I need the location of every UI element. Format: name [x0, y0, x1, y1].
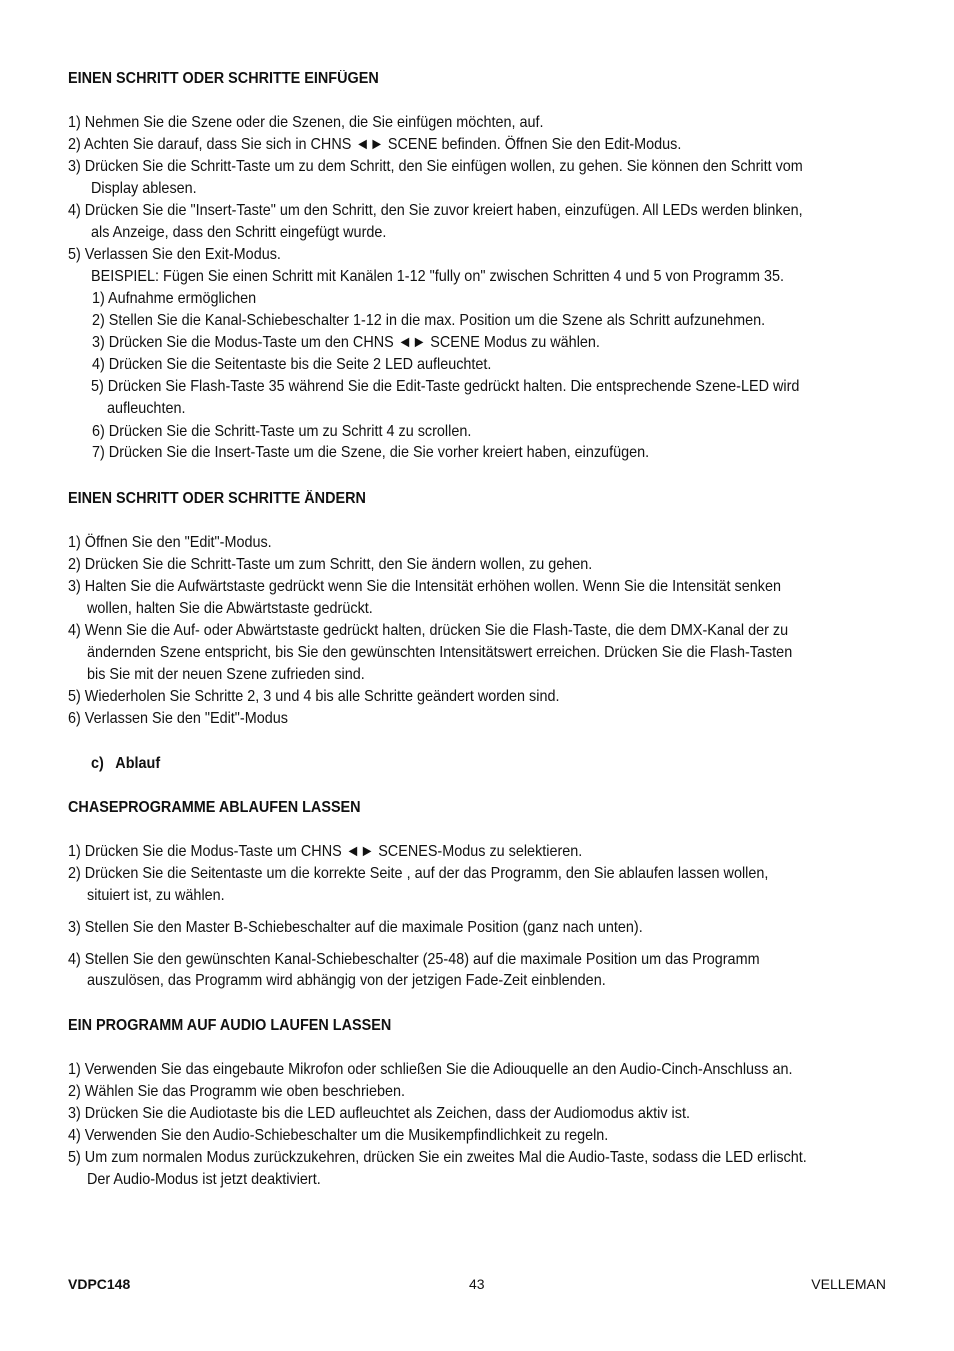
change-step-4: 4) Wenn Sie die Auf- oder Abwärtstaste gedrückt halten, drücken Sie die Flash-Taste, die dem DMX-Kanal der zu: [68, 622, 789, 639]
example-step-5: 5) Drücken Sie Flash-Taste 35 während Sie die Edit-Taste gedrückt halten. Die entsprechende Szene-LED wird: [91, 378, 800, 395]
insert-step-3: 3) Drücken Sie die Schritt-Taste um zu dem Schritt, den Sie einfügen wollen, zu gehen. Sie können den Schritt vom: [68, 158, 803, 175]
insert-step-1: 1) Nehmen Sie die Szene oder die Szenen, die Sie einfügen möchten, auf.: [68, 114, 544, 131]
heading-change-steps: EINEN SCHRITT ODER SCHRITTE ÄNDERN: [68, 490, 366, 507]
heading-chase-programs: CHASEPROGRAMME ABLAUFEN LASSEN: [68, 799, 361, 816]
audio-step-5: 5) Um zum normalen Modus zurückzukehren, drücken Sie ein zweites Mal die Audio-Taste, sodass die LED erlischt.: [68, 1149, 807, 1166]
footer-page-number: 43: [469, 1276, 485, 1292]
change-step-6: 6) Verlassen Sie den "Edit"-Modus: [68, 710, 288, 727]
audio-step-3: 3) Drücken Sie die Audiotaste bis die LED aufleuchtet als Zeichen, dass der Audiomodus aktiv ist.: [68, 1105, 690, 1122]
change-step-5: 5) Wiederholen Sie Schritte 2, 3 und 4 bis alle Schritte geändert worden sind.: [68, 688, 560, 705]
change-step-3: 3) Halten Sie die Aufwärtstaste gedrückt wenn Sie die Intensität erhöhen wollen. Wenn Sie die Intensität senken: [68, 578, 781, 595]
audio-step-2: 2) Wählen Sie das Programm wie oben beschrieben.: [68, 1083, 405, 1100]
example-step-3: 3) Drücken Sie die Modus-Taste um den CHNS ◄► SCENE Modus zu wählen.: [92, 334, 600, 351]
chase-step-4: 4) Stellen Sie den gewünschten Kanal-Schiebeschalter (25-48) auf die maximale Position um das Programm: [68, 951, 760, 968]
example-step-1: 1) Aufnahme ermöglichen: [92, 290, 257, 307]
chase-step-2-cont: situiert ist, zu wählen.: [87, 887, 225, 904]
example-step-7: 7) Drücken Sie die Insert-Taste um die Szene, die Sie vorher kreiert haben, einzufügen.: [92, 444, 650, 461]
change-step-3-cont: wollen, halten Sie die Abwärtstaste gedrückt.: [87, 600, 373, 617]
insert-step-4-cont: als Anzeige, dass den Schritt eingefügt wurde.: [91, 224, 387, 241]
chase-step-2: 2) Drücken Sie die Seitentaste um die korrekte Seite , auf der das Programm, den Sie ablaufen lassen wollen,: [68, 865, 769, 882]
footer-model: VDPC148: [68, 1276, 131, 1292]
example-step-5-cont: aufleuchten.: [107, 400, 186, 417]
example-step-6: 6) Drücken Sie die Schritt-Taste um zu Schritt 4 zu scrollen.: [92, 423, 472, 440]
audio-step-5-cont: Der Audio-Modus ist jetzt deaktiviert.: [87, 1171, 321, 1188]
audio-step-4: 4) Verwenden Sie den Audio-Schiebeschalter um die Musikempfindlichkeit zu regeln.: [68, 1127, 609, 1144]
chase-step-4-cont: auszulösen, das Programm wird abhängig von der jetzigen Fade-Zeit einblenden.: [87, 972, 606, 989]
footer-brand: VELLEMAN: [811, 1276, 886, 1292]
example-step-4: 4) Drücken Sie die Seitentaste bis die Seite 2 LED aufleuchtet.: [92, 356, 492, 373]
change-step-1: 1) Öffnen Sie den "Edit"-Modus.: [68, 534, 272, 551]
insert-step-2: 2) Achten Sie darauf, dass Sie sich in CHNS ◄► SCENE befinden. Öffnen Sie den Edit-Modus.: [68, 136, 682, 153]
heading-audio-program: EIN PROGRAMM AUF AUDIO LAUFEN LASSEN: [68, 1017, 392, 1034]
change-step-2: 2) Drücken Sie die Schritt-Taste um zum Schritt, den Sie ändern wollen, zu gehen.: [68, 556, 593, 573]
insert-step-5: 5) Verlassen Sie den Exit-Modus.: [68, 246, 281, 263]
insert-step-3-cont: Display ablesen.: [91, 180, 197, 197]
insert-step-4: 4) Drücken Sie die "Insert-Taste" um den Schritt, den Sie zuvor kreiert haben, einzufügen. All LEDs werden blinken,: [68, 202, 803, 219]
chase-step-3: 3) Stellen Sie den Master B-Schiebeschalter auf die maximale Position (ganz nach unten).: [68, 919, 643, 936]
example-step-2: 2) Stellen Sie die Kanal-Schiebeschalter 1-12 in die max. Position um die Szene als Schritt aufzunehmen.: [92, 312, 766, 329]
insert-example: BEISPIEL: Fügen Sie einen Schritt mit Kanälen 1-12 "fully on" zwischen Schritten 4 und 5 von Programm 35.: [91, 268, 784, 285]
change-step-4-cont-1: ändernden Szene entspricht, bis Sie den gewünschten Intensitätswert erreichen. Drücken Sie die Flash-Tasten: [87, 644, 793, 661]
change-step-4-cont-2: bis Sie mit der neuen Szene zufrieden sind.: [87, 666, 365, 683]
audio-step-1: 1) Verwenden Sie das eingebaute Mikrofon oder schließen Sie die Adiouquelle an den Audio-Cinch-Anschluss an.: [68, 1061, 793, 1078]
chase-step-1: 1) Drücken Sie die Modus-Taste um CHNS ◄► SCENES-Modus zu selektieren.: [68, 843, 583, 860]
heading-insert-steps: EINEN SCHRITT ODER SCHRITTE EINFÜGEN: [68, 70, 379, 87]
subheading-ablauf: c) Ablauf: [91, 755, 161, 772]
